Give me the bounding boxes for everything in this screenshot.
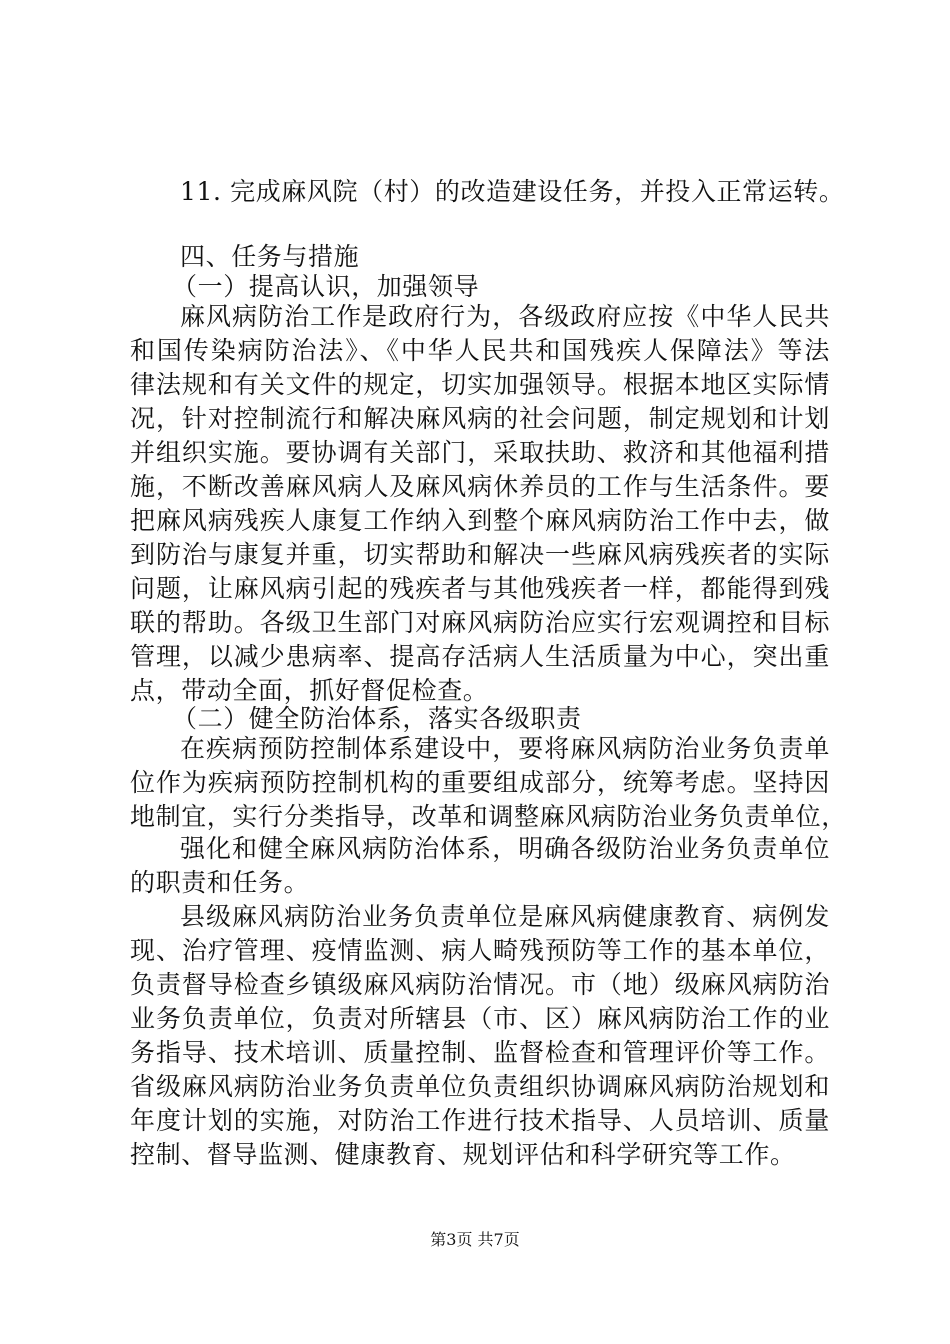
text-line: 务指导、技术培训、质量控制、监督检查和管理评价等工作。 (130, 1038, 830, 1067)
text-line: 问题，让麻风病引起的残疾者与其他残疾者一样，都能得到残 (130, 574, 830, 603)
text-line: 况，针对控制流行和解决麻风病的社会问题，制定规划和计划 (130, 404, 830, 433)
text-line: 业务负责单位，负责对所辖县（市、区）麻风病防治工作的业 (130, 1004, 830, 1033)
text-line-task-11: 11. 完成麻风院（村）的改造建设任务，并投入正常运转。 (180, 177, 845, 206)
text-line: 在疾病预防控制体系建设中，要将麻风病防治业务负责单 (180, 734, 830, 763)
text-line: 年度计划的实施，对防治工作进行技术指导、人员培训、质量 (130, 1106, 830, 1135)
text-line: 控制、督导监测、健康教育、规划评估和科学研究等工作。 (130, 1140, 796, 1169)
text-line: 和国传染病防治法》、《中华人民共和国残疾人保障法》等法 (130, 336, 830, 365)
text-line: 负责督导检查乡镇级麻风病防治情况。市（地）级麻风病防治 (130, 970, 830, 999)
text-line: 把麻风病残疾人康复工作纳入到整个麻风病防治工作中去，做 (130, 506, 830, 535)
text-line: 的职责和任务。 (130, 868, 310, 897)
text-line: 位作为疾病预防控制机构的重要组成部分，统筹考虑。坚持因 (130, 768, 830, 797)
text-line: 强化和健全麻风病防治体系，明确各级防治业务负责单位 (180, 834, 830, 863)
text-line: 地制宜，实行分类指导，改革和调整麻风病防治业务负责单位， (130, 802, 847, 831)
text-line: 联的帮助。各级卫生部门对麻风病防治应实行宏观调控和目标 (130, 608, 830, 637)
text-line: 并组织实施。要协调有关部门，采取扶助、救济和其他福利措 (130, 438, 830, 467)
section-heading-tasks: 四、任务与措施 (180, 242, 360, 271)
text-line: 施，不断改善麻风病人及麻风病休养员的工作与生活条件。要 (130, 472, 830, 501)
text-line: 麻风病防治工作是政府行为，各级政府应按《中华人民共 (180, 302, 830, 331)
subheading-prevention-system: （二）健全防治体系，落实各级职责 (172, 704, 582, 733)
text-line: 现、治疗管理、疫情监测、病人畸残预防等工作的基本单位， (130, 936, 830, 965)
text-line: 管理，以减少患病率、提高存活病人生活质量为中心，突出重 (130, 642, 830, 671)
text-line: 省级麻风病防治业务负责单位负责组织协调麻风病防治规划和 (130, 1072, 830, 1101)
text-line: 到防治与康复并重，切实帮助和解决一些麻风病残疾者的实际 (130, 540, 830, 569)
page-footer: 第3页 共7页 (430, 1230, 520, 1249)
text-line: 点，带动全面，抓好督促检查。 (130, 676, 489, 705)
subheading-leadership: （一）提高认识，加强领导 (172, 272, 480, 301)
text-line: 律法规和有关文件的规定，切实加强领导。根据本地区实际情 (130, 370, 830, 399)
text-line: 县级麻风病防治业务负责单位是麻风病健康教育、病例发 (180, 902, 830, 931)
